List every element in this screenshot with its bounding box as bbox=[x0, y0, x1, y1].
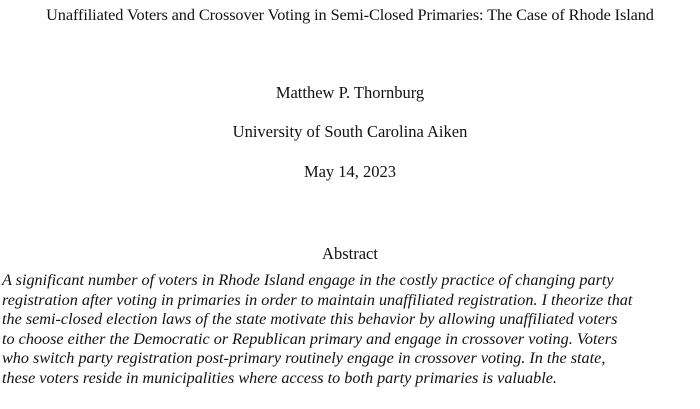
abstract-line: registration after voting in primaries in order to maintain unaffiliated registration. I theorize that bbox=[2, 290, 633, 309]
paper-title: Unaffiliated Voters and Crossover Voting in Semi-Closed Primaries: The Case of Rhode Island bbox=[46, 5, 654, 24]
abstract-line: to choose either the Democratic or Republican primary and engage in crossover voting. Voters bbox=[2, 329, 618, 348]
author-name: Matthew P. Thornburg bbox=[275, 83, 425, 102]
publication-date: May 14, 2023 bbox=[303, 162, 397, 181]
abstract-line: these voters reside in municipalities where access to both party primaries is valuable. bbox=[2, 368, 557, 387]
abstract-line: the semi-closed election laws of the state motivate this behavior by allowing unaffiliated voters bbox=[2, 310, 618, 328]
author-affiliation: University of South Carolina Aiken bbox=[232, 122, 468, 141]
abstract-body bbox=[2, 271, 700, 388]
abstract-line: who switch party registration post-primary routinely engage in crossover voting. In the state, bbox=[2, 349, 606, 367]
abstract-heading: Abstract bbox=[322, 244, 378, 263]
abstract-line: A significant number of voters in Rhode Island engage in the costly practice of changing party bbox=[2, 271, 614, 289]
